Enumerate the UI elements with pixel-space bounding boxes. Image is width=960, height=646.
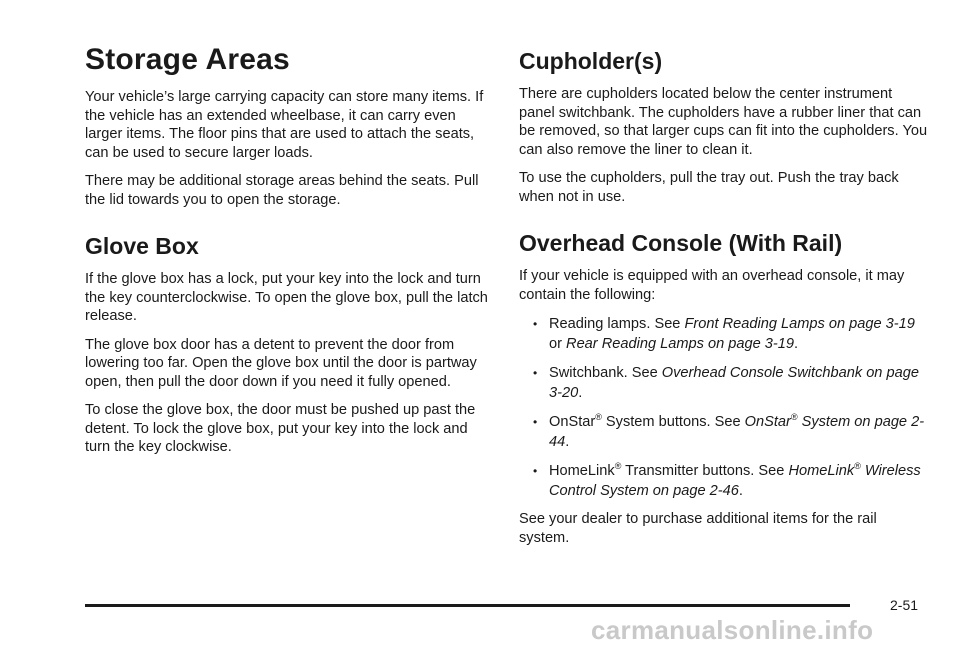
list-item: • HomeLink® Transmitter buttons. See HomeLink® Wireless Control System on page 2-46. <box>533 461 921 499</box>
bullet-glyph: • <box>533 464 538 478</box>
page-number: 2-51 <box>890 597 919 613</box>
list-item: • Switchbank. See Overhead Console Switchbank on page 3-20. <box>533 365 919 401</box>
footer-rule <box>85 604 850 607</box>
cupholder-paragraph-2: To use the cupholders, pull the tray out. Push the tray back when not in use. <box>519 170 899 205</box>
bullet-glyph: • <box>533 317 538 331</box>
reference-link[interactable]: Front Reading Lamps on page 3-19 <box>684 316 915 332</box>
overhead-intro: If your vehicle is equipped with an overhead console, it may contain the following: <box>519 268 905 303</box>
glove-paragraph-1: If the glove box has a lock, put your key into the lock and turn the key counterclockwise. To open the glove box, pull the latch release. <box>85 271 488 324</box>
section-title-storage-areas: Storage Areas <box>85 43 290 76</box>
glove-paragraph-3: To close the glove box, the door must be pushed up past the detent. To lock the glove box, put your key into the lock and turn the key clockwise. <box>85 402 476 455</box>
reference-link[interactable]: HomeLink® Wireless Control System on page 2-46 <box>549 461 921 499</box>
watermark: carmanualsonline.info <box>591 615 874 645</box>
heading-glove-box: Glove Box <box>85 233 199 259</box>
closing-paragraph: See your dealer to purchase additional items for the rail system. <box>519 511 877 546</box>
storage-paragraph-2: There may be additional storage areas behind the seats. Pull the lid towards you to open the storage. <box>85 173 479 208</box>
registered-mark: ® <box>595 412 602 423</box>
list-item: • Reading lamps. See Front Reading Lamps on page 3-19 or Rear Reading Lamps on page 3-19. <box>533 316 915 352</box>
reference-link[interactable]: Rear Reading Lamps on page 3-19 <box>566 336 795 352</box>
right-column <box>519 40 929 557</box>
registered-mark: ® <box>614 461 622 472</box>
storage-paragraph-1: Your vehicle’s large carrying capacity can store many items. If the vehicle has an extended wheelbase, it can carry even larger items. The floor pins that are used to attach the seats, can be used to secure larger loads. <box>85 89 484 161</box>
list-item: • OnStar® System buttons. See OnStar® System on page 2-44. <box>533 412 925 450</box>
registered-mark: ® <box>790 412 798 423</box>
registered-mark: ® <box>854 461 861 472</box>
cupholder-paragraph-1: There are cupholders located below the center instrument panel switchbank. The cupholders have a rubber liner that can be removed, so that larger cups can fit into the cupholders. You can also remove the liner to clean it. <box>519 86 928 158</box>
heading-cupholders: Cupholder(s) <box>519 48 663 74</box>
bullet-glyph: • <box>533 415 538 429</box>
glove-paragraph-2: The glove box door has a detent to prevent the door from lowering too far. Open the glove box until the door is partway open, then pull the door down if you need it fully opened. <box>85 336 477 390</box>
bullet-glyph: • <box>533 366 538 380</box>
overhead-list <box>519 314 929 501</box>
reference-link[interactable]: Overhead Console Switchbank on page 3-20 <box>549 365 919 401</box>
heading-overhead-console: Overhead Console (With Rail) <box>519 230 843 256</box>
reference-link[interactable]: OnStar® System on page 2-44 <box>549 412 925 450</box>
left-column <box>85 40 490 467</box>
